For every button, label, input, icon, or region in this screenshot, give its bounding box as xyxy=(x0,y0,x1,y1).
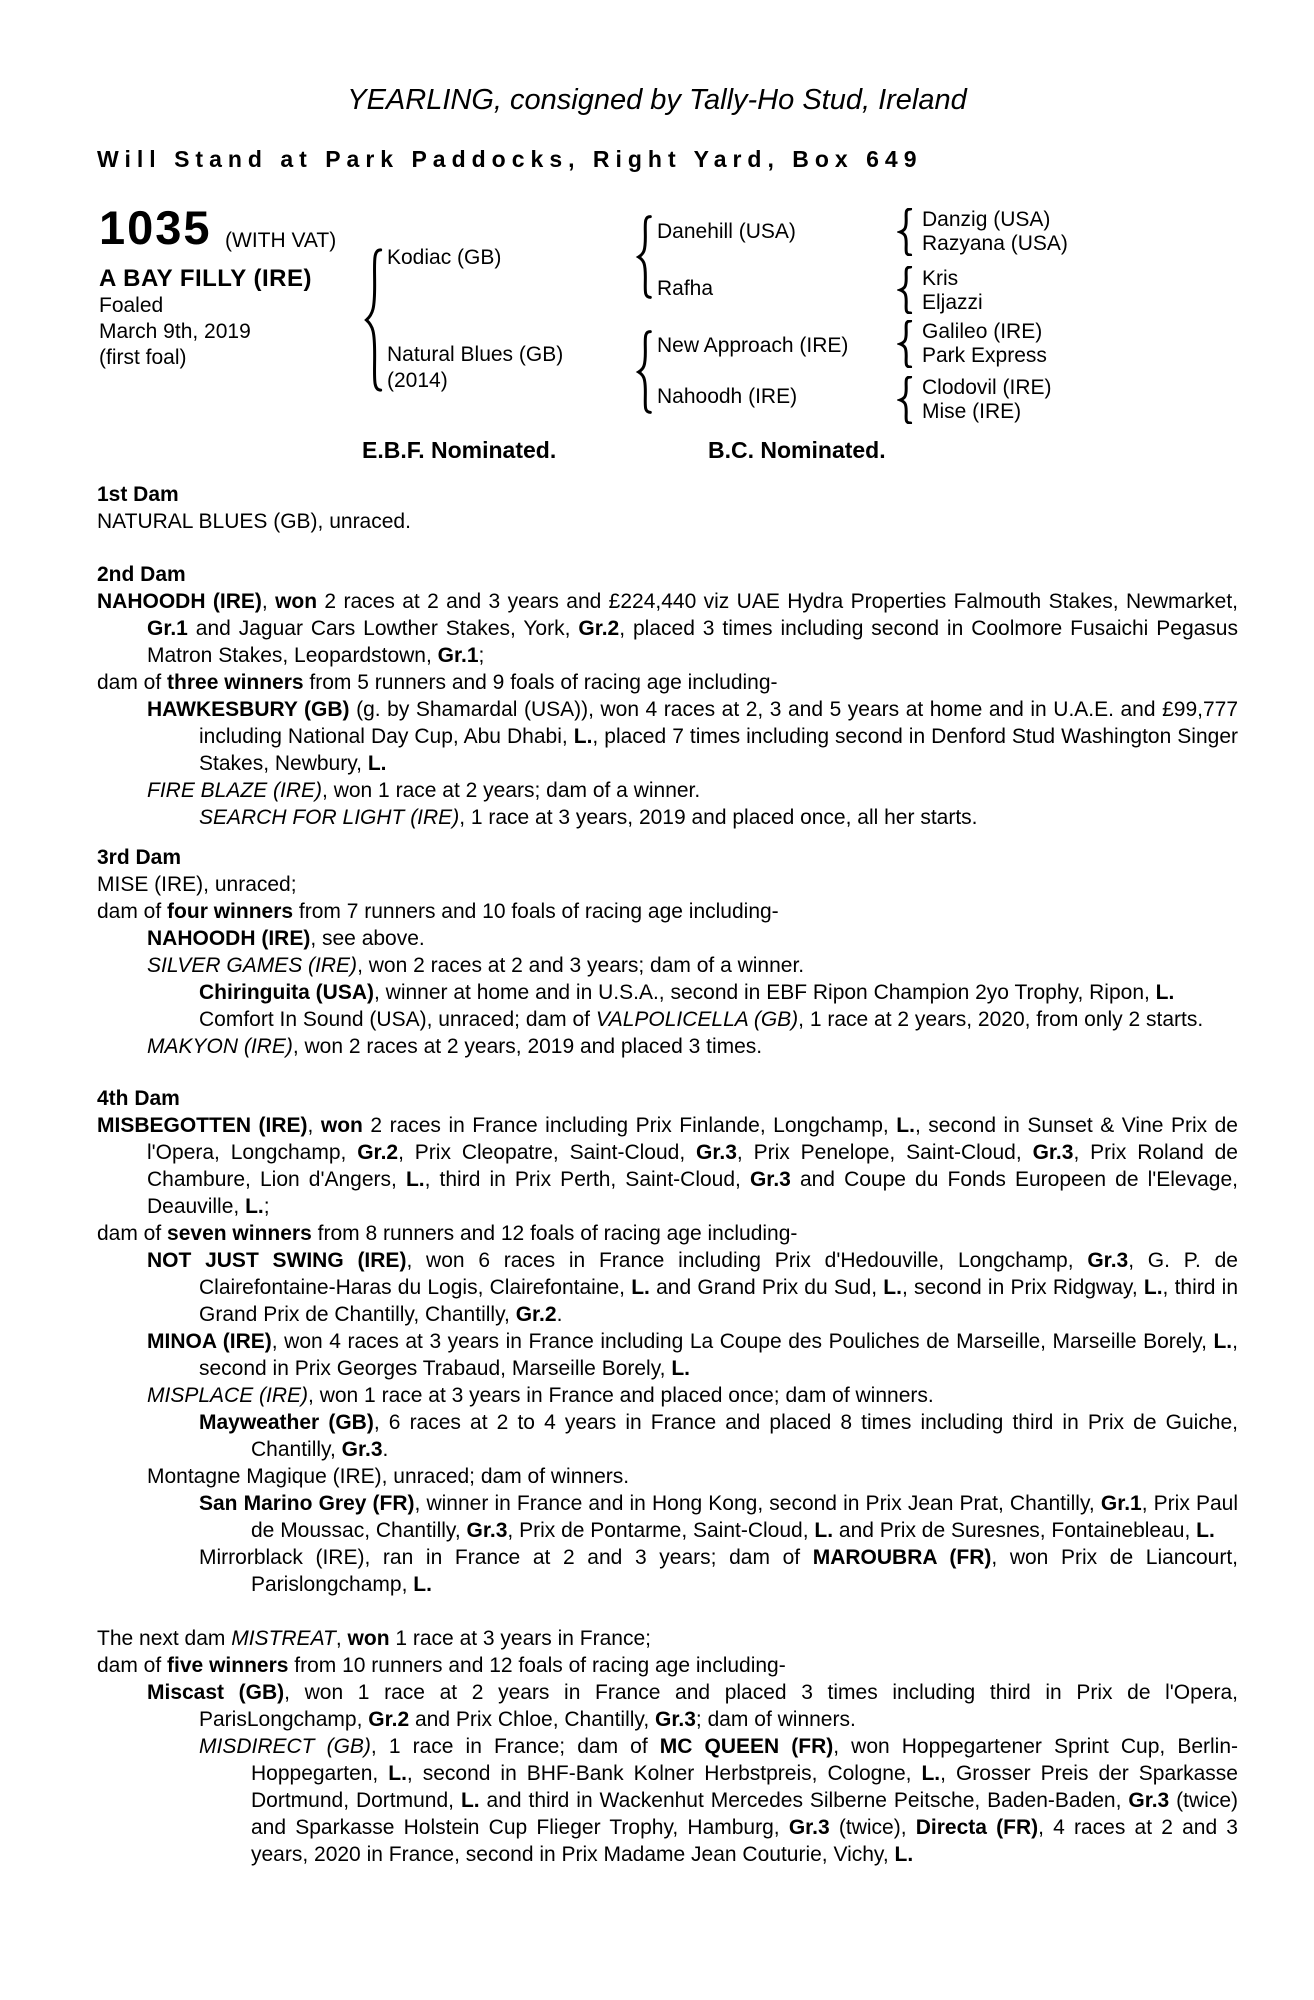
catalog-paragraph xyxy=(97,898,1238,925)
text-segment: Chiringuita (USA) xyxy=(199,981,374,1004)
text-segment: , Prix Roland de Chambure, Lion d'Angers, xyxy=(147,1141,1238,1191)
text-segment: L. xyxy=(883,1276,902,1299)
foal-note: (first foal) xyxy=(99,346,187,369)
text-segment: L. xyxy=(896,1114,915,1137)
text-segment: , third in Grand Prix de Chantilly, Chantilly, xyxy=(199,1276,1238,1326)
ebf-nominated-note: E.B.F. Nominated. xyxy=(362,437,557,463)
sire-sire-sire: Danzig (USA) xyxy=(922,208,1051,231)
text-segment: , winner in France and in Hong Kong, second in Prix Jean Prat, Chantilly, xyxy=(414,1492,1101,1515)
text-segment: (twice) and Sparkasse Holstein Cup Flieger Trophy, Hamburg, xyxy=(251,1789,1239,1839)
text-segment: Gr.2 xyxy=(578,617,620,640)
pedigree-table xyxy=(0,0,1314,480)
text-segment: L. xyxy=(367,752,387,775)
text-segment: ; xyxy=(478,644,485,667)
catalog-paragraph xyxy=(97,1733,1238,1868)
dam-of-dam: Nahoodh (IRE) xyxy=(657,385,798,408)
catalog-paragraph xyxy=(97,1247,1238,1328)
text-segment: FIRE BLAZE (IRE) xyxy=(147,779,323,802)
sire-name: Kodiac (GB) xyxy=(387,246,502,269)
text-segment: , Grosser Preis der Sparkasse Dortmund, Dortmund, xyxy=(251,1762,1238,1812)
dam-heading: 1st Dam xyxy=(97,483,179,506)
catalog-paragraph xyxy=(97,871,1238,898)
text-segment: Gr.3 xyxy=(696,1141,737,1164)
text-segment: Gr.1 xyxy=(147,617,188,640)
text-segment: Comfort In Sound (USA), unraced; dam of xyxy=(199,1008,596,1031)
pedigree-brace xyxy=(897,266,913,319)
sire-sire-dam: Razyana (USA) xyxy=(922,232,1068,255)
bc-nominated-note: B.C. Nominated. xyxy=(708,437,886,463)
foaled-label: Foaled xyxy=(99,294,164,317)
catalog-paragraph xyxy=(97,1409,1238,1463)
text-segment: , Prix de Pontarme, Saint-Cloud, xyxy=(507,1519,815,1542)
text-segment: L. xyxy=(1196,1519,1215,1542)
text-segment: Miscast (GB) xyxy=(147,1681,285,1704)
sire-of-dam: New Approach (IRE) xyxy=(657,334,849,357)
catalog-paragraph xyxy=(97,1328,1238,1382)
text-segment: , winner at home and in U.S.A., second in EBF Ripon Champion 2yo Trophy, Ripon, xyxy=(373,981,1156,1004)
text-segment: (g. by Shamardal (USA)), won 4 races at 2, 3 and 5 years at home and in U.A.E. and £99,777 including National Day Cup, Abu Dhabi, xyxy=(199,698,1238,748)
catalog-paragraph xyxy=(97,804,1238,831)
text-segment: , won 1 race at 2 years in France and placed 3 times including third in Prix de l'Opera, ParisLongchamp, xyxy=(199,1681,1239,1731)
lot-description: A BAY FILLY (IRE) xyxy=(99,265,312,292)
text-segment: dam of xyxy=(97,671,168,694)
pedigree-brace xyxy=(362,247,384,398)
text-segment: won xyxy=(347,1627,390,1650)
text-segment: won xyxy=(320,1114,363,1137)
catalog-paragraph xyxy=(97,1382,1238,1409)
text-segment: L. xyxy=(631,1276,650,1299)
text-segment: SILVER GAMES (IRE) xyxy=(147,954,358,977)
vat-note: (WITH VAT) xyxy=(225,229,337,252)
dam-sire-dam: Park Express xyxy=(922,344,1047,367)
text-segment: , second in BHF-Bank Kolner Herbstpreis, Cologne, xyxy=(406,1762,922,1785)
text-segment: MISBEGOTTEN (IRE) xyxy=(97,1114,308,1137)
text-segment: L. xyxy=(573,725,593,748)
dam-sire-sire: Galileo (IRE) xyxy=(922,320,1043,343)
text-segment: Mirrorblack (IRE), ran in France at 2 and 3 years; dam of xyxy=(199,1546,813,1569)
text-segment: , Prix Penelope, Saint-Cloud, xyxy=(736,1141,1033,1164)
pedigree-brace xyxy=(635,215,653,304)
text-segment: ; xyxy=(263,1195,270,1218)
catalog-paragraph xyxy=(97,588,1238,669)
text-segment: , second in Prix Georges Trabaud, Marseille Borely, xyxy=(199,1330,1238,1380)
text-segment: NOT JUST SWING (IRE) xyxy=(147,1249,407,1272)
text-segment: MISTREAT xyxy=(231,1627,336,1650)
dam-heading: 3rd Dam xyxy=(97,846,182,869)
text-segment: , second in Prix Ridgway, xyxy=(901,1276,1144,1299)
text-segment: MISPLACE (IRE) xyxy=(147,1384,309,1407)
text-segment: Gr.3 xyxy=(749,1168,791,1191)
stand-location: Will Stand at Park Paddocks, Right Yard, Box 649 xyxy=(97,146,923,172)
text-segment: (twice), xyxy=(829,1816,916,1839)
text-segment: L. xyxy=(671,1357,690,1380)
dam-line-sections xyxy=(97,481,1238,1868)
catalog-paragraph xyxy=(97,1033,1238,1060)
sire-dam-dam: Eljazzi xyxy=(922,291,983,314)
text-segment: , see above. xyxy=(310,927,425,950)
text-segment: 2 races in France including Prix Finlande, Longchamp, xyxy=(362,1114,897,1137)
catalog-paragraph xyxy=(97,1679,1238,1733)
text-segment: Gr.3 xyxy=(1128,1789,1170,1812)
text-segment: MAROUBRA (FR) xyxy=(812,1546,992,1569)
text-segment: from 5 runners and 9 foals of racing age including- xyxy=(303,671,778,694)
text-segment: , won Hoppegartener Sprint Cup, Berlin-Hoppegarten, xyxy=(251,1735,1239,1785)
catalog-paragraph xyxy=(97,1463,1238,1490)
foaled-date: March 9th, 2019 xyxy=(99,320,251,343)
text-segment: ; dam of winners. xyxy=(695,1708,856,1731)
text-segment: , G. P. de Clairefontaine-Haras du Logis, Clairefontaine, xyxy=(199,1249,1238,1299)
text-segment: , 1 race at 3 years, 2019 and placed once, all her starts. xyxy=(459,806,978,829)
text-segment: , won 4 races at 3 years in France including La Coupe des Pouliches de Marseille, Marseille Borely, xyxy=(271,1330,1214,1353)
text-segment: 2 races at 2 and 3 years and £224,440 viz UAE Hydra Properties Falmouth Stakes, Newmarket, xyxy=(317,590,1238,613)
text-segment: L. xyxy=(405,1168,425,1191)
dam-heading: 4th Dam xyxy=(97,1087,180,1110)
text-segment: , won 6 races in France including Prix d'Hedouville, Longchamp, xyxy=(406,1249,1088,1272)
lot-number: 1035 xyxy=(99,201,212,254)
catalog-paragraph xyxy=(97,1544,1238,1598)
catalog-paragraph xyxy=(97,1652,1238,1679)
sire-dam-sire: Kris xyxy=(922,267,959,290)
text-segment: HAWKESBURY (GB) xyxy=(147,698,350,721)
text-segment: , xyxy=(307,1114,321,1137)
text-segment: VALPOLICELLA (GB) xyxy=(595,1008,799,1031)
text-segment: . xyxy=(382,1438,389,1461)
dam-heading: 2nd Dam xyxy=(97,563,186,586)
text-segment: , Prix Paul de Moussac, Chantilly, xyxy=(251,1492,1238,1542)
text-segment: Gr.3 xyxy=(341,1438,383,1461)
text-segment: Gr.3 xyxy=(655,1708,696,1731)
text-segment: Mayweather (GB) xyxy=(199,1411,374,1434)
text-segment: , second in Sunset & Vine Prix de l'Opera, Longchamp, xyxy=(147,1114,1238,1164)
text-segment: Directa (FR) xyxy=(915,1816,1039,1839)
pedigree-brace xyxy=(897,208,913,261)
text-segment: , 1 race in France; dam of xyxy=(370,1735,660,1758)
text-segment: Gr.2 xyxy=(357,1141,399,1164)
text-segment: dam of xyxy=(97,1654,168,1677)
text-segment: Gr.2 xyxy=(368,1708,410,1731)
text-segment: from 8 runners and 12 foals of racing age including- xyxy=(311,1222,798,1245)
text-segment: five winners xyxy=(167,1654,289,1677)
text-segment: , placed 7 times including second in Denford Stud Washington Singer Stakes, Newbury, xyxy=(199,725,1238,775)
text-segment: , xyxy=(261,590,276,613)
text-segment: , 4 races at 2 and 3 years, 2020 in France, second in Prix Madame Jean Couturie, Vichy, xyxy=(251,1816,1238,1866)
dam-dam-sire: Clodovil (IRE) xyxy=(922,376,1052,399)
pedigree-brace xyxy=(635,330,653,419)
text-segment: The next dam xyxy=(97,1627,232,1650)
text-segment: San Marino Grey (FR) xyxy=(199,1492,415,1515)
catalog-paragraph xyxy=(97,925,1238,952)
catalog-paragraph xyxy=(97,1490,1238,1544)
text-segment: L. xyxy=(245,1195,264,1218)
pedigree-brace xyxy=(897,376,913,429)
text-segment: 1 race at 3 years in France; xyxy=(389,1627,651,1650)
text-segment: , won Prix de Liancourt, Parislongchamp, xyxy=(251,1546,1238,1596)
dam-name: Natural Blues (GB) xyxy=(387,343,564,366)
text-segment: , xyxy=(335,1627,348,1650)
catalog-paragraph xyxy=(97,979,1238,1006)
sire-of-sire: Danehill (USA) xyxy=(657,220,796,243)
dam-dam-dam: Mise (IRE) xyxy=(922,400,1022,423)
text-segment: MINOA (IRE) xyxy=(147,1330,272,1353)
text-segment: from 10 runners and 12 foals of racing age including- xyxy=(288,1654,786,1677)
text-segment: NATURAL BLUES (GB), unraced. xyxy=(97,510,411,533)
catalog-paragraph xyxy=(97,508,1238,535)
text-segment: Gr.3 xyxy=(1032,1141,1074,1164)
text-segment: L. xyxy=(1213,1330,1233,1353)
text-segment: Gr.3 xyxy=(788,1816,830,1839)
text-segment: , won 1 race at 2 years; dam of a winner. xyxy=(322,779,701,802)
text-segment: L. xyxy=(1155,981,1175,1004)
dam-of-sire: Rafha xyxy=(657,277,714,300)
catalog-paragraph xyxy=(97,1112,1238,1220)
text-segment: L. xyxy=(413,1573,432,1596)
catalog-paragraph xyxy=(97,1625,1238,1652)
text-segment: L. xyxy=(1143,1276,1163,1299)
text-segment: NAHOODH (IRE) xyxy=(97,590,262,613)
text-segment: Gr.1 xyxy=(1100,1492,1142,1515)
text-segment: , won 2 races at 2 and 3 years; dam of a winner. xyxy=(357,954,805,977)
text-segment: . xyxy=(556,1303,563,1326)
text-segment: SEARCH FOR LIGHT (IRE) xyxy=(199,806,460,829)
text-segment: Gr.3 xyxy=(1087,1249,1129,1272)
pedigree-brace xyxy=(897,320,913,373)
text-segment: Montagne Magique (IRE), unraced; dam of winners. xyxy=(147,1465,630,1488)
text-segment: L. xyxy=(460,1789,480,1812)
text-segment: and third in Wackenhut Mercedes Silberne Peitsche, Baden-Baden, xyxy=(479,1789,1129,1812)
text-segment: and Prix Chloe, Chantilly, xyxy=(409,1708,656,1731)
text-segment: MAKYON (IRE) xyxy=(147,1035,293,1058)
page-title: YEARLING, consigned by Tally-Ho Stud, Ireland xyxy=(347,84,967,116)
text-segment: L. xyxy=(921,1762,941,1785)
dam-year: (2014) xyxy=(387,369,448,392)
text-segment: Gr.3 xyxy=(466,1519,508,1542)
text-segment: L. xyxy=(814,1519,834,1542)
text-segment: won xyxy=(275,590,318,613)
catalog-paragraph xyxy=(97,777,1238,804)
text-segment: , Prix Cleopatre, Saint-Cloud, xyxy=(398,1141,697,1164)
catalog-paragraph xyxy=(97,952,1238,979)
catalog-paragraph xyxy=(97,669,1238,696)
text-segment: , won 1 race at 3 years in France and placed once; dam of winners. xyxy=(308,1384,934,1407)
text-segment: Gr.1 xyxy=(437,644,479,667)
text-segment: dam of xyxy=(97,900,168,923)
text-segment: MISDIRECT (GB) xyxy=(199,1735,371,1758)
text-segment: three winners xyxy=(167,671,304,694)
text-segment: , placed 3 times including second in Coolmore Fusaichi Pegasus Matron Stakes, Leopardstown, xyxy=(147,617,1238,667)
text-segment: L. xyxy=(894,1843,914,1866)
catalog-paragraph xyxy=(97,696,1238,777)
text-segment: L. xyxy=(388,1762,407,1785)
text-segment: and Coupe du Fonds Europeen de l'Elevage, Deauville, xyxy=(147,1168,1238,1218)
catalog-paragraph xyxy=(97,1006,1238,1033)
text-segment: seven winners xyxy=(167,1222,312,1245)
text-segment: , won 2 races at 2 years, 2019 and placed 3 times. xyxy=(292,1035,763,1058)
catalog-paragraph xyxy=(97,1220,1238,1247)
text-segment: MISE (IRE), unraced; xyxy=(97,873,297,896)
text-segment: MC QUEEN (FR) xyxy=(659,1735,834,1758)
text-segment: and Prix de Suresnes, Fontainebleau, xyxy=(833,1519,1197,1542)
text-segment: , 6 races at 2 to 4 years in France and placed 8 times including third in Prix de Guiche, Chantilly, xyxy=(251,1411,1238,1461)
text-segment: Gr.2 xyxy=(515,1303,557,1326)
text-segment: NAHOODH (IRE) xyxy=(147,927,311,950)
text-segment: and Grand Prix du Sud, xyxy=(649,1276,884,1299)
text-segment: from 7 runners and 10 foals of racing age including- xyxy=(293,900,779,923)
text-segment: dam of xyxy=(97,1222,168,1245)
text-segment: , third in Prix Perth, Saint-Cloud, xyxy=(424,1168,750,1191)
text-segment: four winners xyxy=(167,900,294,923)
text-segment: , 1 race at 2 years, 2020, from only 2 starts. xyxy=(798,1008,1204,1031)
text-segment: and Jaguar Cars Lowther Stakes, York, xyxy=(187,617,579,640)
